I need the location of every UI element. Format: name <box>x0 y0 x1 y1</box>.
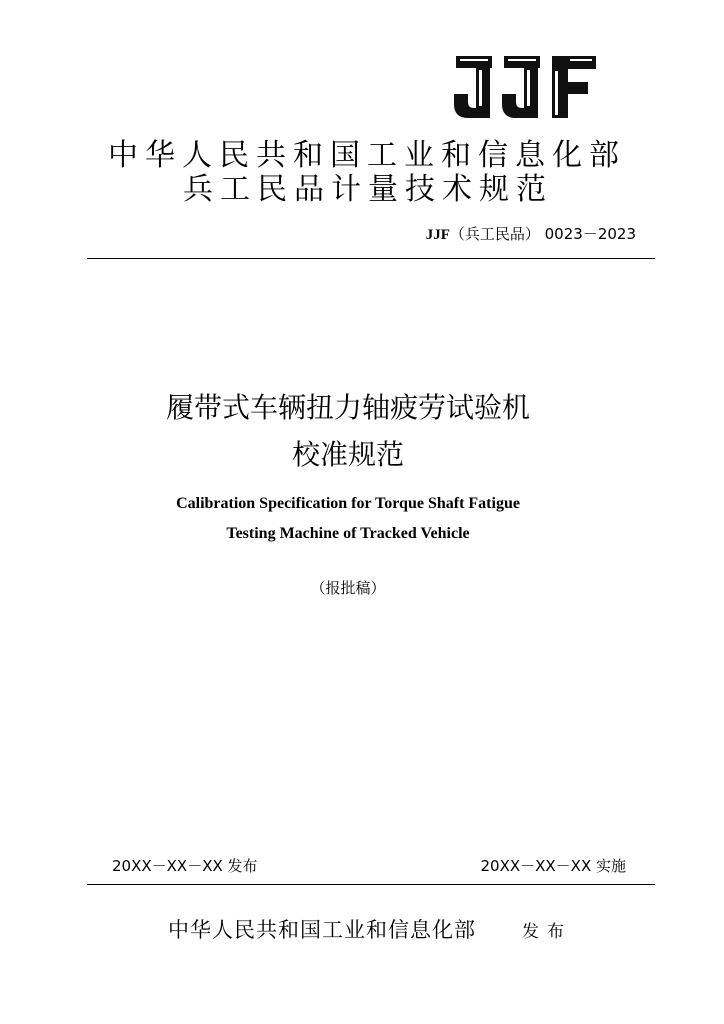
jjf-logo-icon <box>452 54 600 120</box>
ministry-title: 中华人民共和国工业和信息化部 <box>108 138 626 173</box>
publish-label: 发布 <box>522 922 572 942</box>
title-line-2: 校准规范 <box>291 438 404 471</box>
draft-status: （报批稿） <box>310 579 386 597</box>
header-divider <box>87 258 655 259</box>
specification-category: 兵工民品计量技术规范 <box>183 172 553 207</box>
code-prefix: JJF <box>425 227 450 243</box>
english-title-line-1: Calibration Specification for Torque Shaft Fatigue <box>176 495 520 512</box>
title-line-1: 履带式车辆扭力轴疲劳试验机 <box>165 391 530 424</box>
issue-date: 20XX－XX－XX 发布 <box>112 857 258 875</box>
document-code <box>426 224 636 245</box>
english-title-line-2: Testing Machine of Tracked Vehicle <box>226 525 470 542</box>
footer-divider <box>87 884 655 885</box>
code-number: （兵工民品） 0023－2023 <box>449 225 636 243</box>
implementation-date: 20XX－XX－XX 实施 <box>480 857 626 875</box>
publisher-name: 中华人民共和国工业和信息化部 <box>168 918 476 942</box>
